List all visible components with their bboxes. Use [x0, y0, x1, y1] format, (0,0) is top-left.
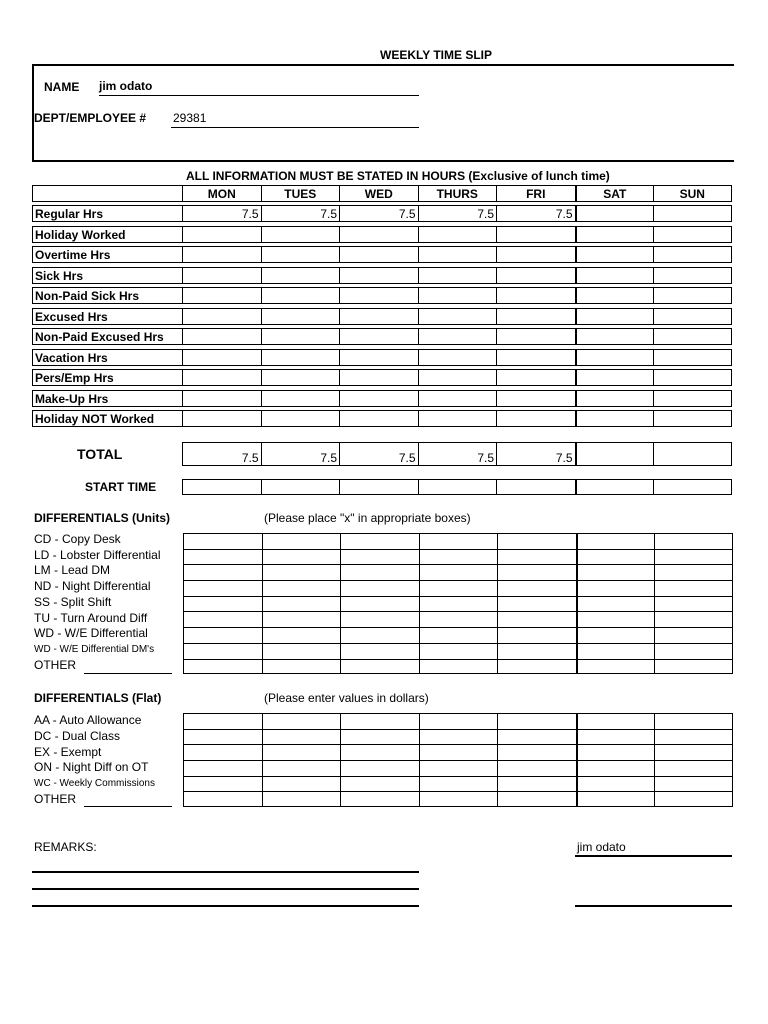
- total-cell[interactable]: 7.5: [261, 442, 340, 466]
- differential-label: LD - Lobster Differential: [34, 547, 161, 562]
- differential-label: OTHER: [34, 792, 76, 806]
- hours-cell[interactable]: [496, 267, 575, 284]
- hours-row: [32, 328, 733, 345]
- hours-row-label: Excused Hrs: [32, 308, 182, 325]
- differential-cell[interactable]: [183, 549, 262, 565]
- day-sun: SUN: [653, 185, 732, 202]
- differential-cell[interactable]: [419, 580, 498, 596]
- diff-flat-title: DIFFERENTIALS (Flat): [34, 691, 162, 705]
- start-time-cell[interactable]: [575, 479, 654, 495]
- differential-cell[interactable]: [183, 627, 262, 643]
- differential-cell[interactable]: [419, 627, 498, 643]
- dept-label: DEPT/EMPLOYEE #: [34, 111, 147, 125]
- differential-cell[interactable]: [654, 533, 733, 549]
- remarks-line[interactable]: [32, 888, 419, 890]
- differential-cell[interactable]: [576, 744, 655, 760]
- differential-row: [183, 596, 733, 612]
- differential-cell[interactable]: [497, 659, 576, 675]
- hours-cell[interactable]: [575, 328, 654, 345]
- differential-cell[interactable]: [654, 791, 733, 807]
- hours-row: [32, 349, 733, 366]
- differential-cell[interactable]: [576, 776, 655, 792]
- hours-cell[interactable]: [339, 349, 418, 366]
- hours-cell[interactable]: [182, 308, 261, 325]
- differential-cell[interactable]: [497, 611, 576, 627]
- differential-cell[interactable]: [340, 713, 419, 729]
- hours-cell[interactable]: [575, 205, 654, 222]
- hours-row: [32, 390, 733, 407]
- differential-label: LM - Lead DM: [34, 563, 111, 578]
- hours-row: [32, 410, 733, 427]
- day-wed: WED: [339, 185, 418, 202]
- day-header-row: [32, 185, 733, 202]
- start-time-cell[interactable]: [496, 479, 575, 495]
- start-time-row: [32, 479, 733, 495]
- differential-cell[interactable]: [497, 596, 576, 612]
- differential-row: [183, 533, 733, 549]
- hours-row-label: Sick Hrs: [32, 267, 182, 284]
- hours-cell[interactable]: [418, 390, 497, 407]
- hours-cell[interactable]: [182, 349, 261, 366]
- differential-cell[interactable]: [419, 643, 498, 659]
- differential-row: [183, 580, 733, 596]
- hours-cell[interactable]: [339, 226, 418, 243]
- hours-row-label: Overtime Hrs: [32, 246, 182, 263]
- hours-row: [32, 226, 733, 243]
- differential-label: WD - W/E Differential: [34, 626, 148, 641]
- hours-row: [32, 246, 733, 263]
- hours-row-label: Holiday Worked: [32, 226, 182, 243]
- differential-cell[interactable]: [576, 580, 655, 596]
- differential-cell[interactable]: [419, 791, 498, 807]
- differential-cell[interactable]: [419, 776, 498, 792]
- hours-cell[interactable]: [182, 287, 261, 304]
- differential-cell[interactable]: [654, 627, 733, 643]
- hours-cell[interactable]: [575, 267, 654, 284]
- hours-cell[interactable]: [653, 349, 732, 366]
- hours-cell[interactable]: [339, 308, 418, 325]
- start-time-cell[interactable]: [339, 479, 418, 495]
- differential-label: EX - Exempt: [34, 744, 102, 759]
- signature-value: jim odato: [577, 840, 626, 854]
- hours-cell[interactable]: [418, 369, 497, 386]
- differential-cell[interactable]: [654, 611, 733, 627]
- differential-row: [183, 791, 733, 807]
- differential-cell[interactable]: [183, 729, 262, 745]
- hours-cell[interactable]: [418, 287, 497, 304]
- day-thurs: THURS: [418, 185, 497, 202]
- day-fri: FRI: [496, 185, 575, 202]
- differential-cell[interactable]: [183, 760, 262, 776]
- hours-cell[interactable]: [261, 349, 340, 366]
- instructions: ALL INFORMATION MUST BE STATED IN HOURS (Exclusive of lunch time): [186, 169, 610, 183]
- hours-cell[interactable]: [182, 369, 261, 386]
- start-time-cell[interactable]: [418, 479, 497, 495]
- hours-cell[interactable]: [182, 390, 261, 407]
- differential-cell[interactable]: [183, 744, 262, 760]
- hours-cell[interactable]: [261, 246, 340, 263]
- differential-cell[interactable]: [183, 611, 262, 627]
- differential-cell[interactable]: [262, 713, 341, 729]
- hours-cell[interactable]: [653, 267, 732, 284]
- hours-cell[interactable]: [182, 267, 261, 284]
- differential-cell[interactable]: [340, 549, 419, 565]
- hours-cell[interactable]: 7.5: [182, 205, 261, 222]
- hours-cell[interactable]: [496, 246, 575, 263]
- total-cell[interactable]: 7.5: [496, 442, 575, 466]
- hours-cell[interactable]: [653, 308, 732, 325]
- hours-row-label: Non-Paid Sick Hrs: [32, 287, 182, 304]
- differential-row: [183, 549, 733, 565]
- differential-row: [183, 760, 733, 776]
- hours-cell[interactable]: [182, 226, 261, 243]
- hours-cell[interactable]: [653, 287, 732, 304]
- diff-units-note: (Please place "x" in appropriate boxes): [264, 511, 471, 525]
- differential-label: ND - Night Differential: [34, 579, 151, 594]
- hours-cell[interactable]: 7.5: [339, 205, 418, 222]
- differential-cell[interactable]: [497, 564, 576, 580]
- differential-cell[interactable]: [340, 627, 419, 643]
- total-label: TOTAL: [77, 446, 123, 462]
- hours-cell[interactable]: [418, 328, 497, 345]
- differential-label: TU - Turn Around Diff: [34, 610, 148, 625]
- hours-cell[interactable]: [261, 267, 340, 284]
- differential-cell[interactable]: [497, 744, 576, 760]
- hours-cell[interactable]: [418, 308, 497, 325]
- diff-flat-grid: [183, 713, 733, 807]
- day-tues: TUES: [261, 185, 340, 202]
- start-time-cell[interactable]: [182, 479, 261, 495]
- hours-row-label: Non-Paid Excused Hrs: [32, 328, 182, 345]
- differential-row: [183, 611, 733, 627]
- hours-cell[interactable]: [653, 328, 732, 345]
- differential-cell[interactable]: [576, 549, 655, 565]
- hours-cell[interactable]: [575, 246, 654, 263]
- differential-cell[interactable]: [419, 713, 498, 729]
- name-field[interactable]: [99, 79, 419, 96]
- differential-cell[interactable]: [183, 776, 262, 792]
- differential-cell[interactable]: [183, 533, 262, 549]
- total-cell[interactable]: [653, 442, 732, 466]
- hours-cell[interactable]: [575, 390, 654, 407]
- diff-units-title: DIFFERENTIALS (Units): [34, 511, 170, 525]
- hours-cell[interactable]: [339, 410, 418, 427]
- differential-cell[interactable]: [262, 744, 341, 760]
- hours-cell[interactable]: [496, 287, 575, 304]
- form-title: WEEKLY TIME SLIP: [380, 48, 493, 62]
- differential-cell[interactable]: [262, 580, 341, 596]
- hours-cell[interactable]: [261, 390, 340, 407]
- hours-cell[interactable]: [653, 226, 732, 243]
- differential-cell[interactable]: [262, 564, 341, 580]
- differential-cell[interactable]: [576, 729, 655, 745]
- differential-cell[interactable]: [262, 533, 341, 549]
- differential-cell[interactable]: [497, 549, 576, 565]
- hours-cell[interactable]: [418, 410, 497, 427]
- units-other-line[interactable]: [84, 673, 172, 674]
- hours-cell[interactable]: [418, 246, 497, 263]
- hours-cell[interactable]: [339, 369, 418, 386]
- differential-cell[interactable]: [262, 659, 341, 675]
- hours-cell[interactable]: [182, 410, 261, 427]
- name-value: jim odato: [99, 79, 153, 93]
- total-cell[interactable]: 7.5: [182, 442, 261, 466]
- differential-label: DC - Dual Class: [34, 728, 121, 743]
- diff-flat-note: (Please enter values in dollars): [264, 691, 429, 705]
- differential-cell[interactable]: [654, 659, 733, 675]
- hours-cell[interactable]: [339, 287, 418, 304]
- differential-cell[interactable]: [183, 659, 262, 675]
- hours-row: [32, 205, 733, 222]
- hours-cell[interactable]: [496, 226, 575, 243]
- hours-cell[interactable]: [653, 410, 732, 427]
- differential-cell[interactable]: [497, 627, 576, 643]
- hours-cell[interactable]: [575, 308, 654, 325]
- remarks-label: REMARKS:: [34, 840, 97, 854]
- hours-cell[interactable]: [496, 308, 575, 325]
- differential-cell[interactable]: [497, 776, 576, 792]
- day-sat: SAT: [575, 185, 654, 202]
- differential-cell[interactable]: [576, 627, 655, 643]
- differential-row: [183, 564, 733, 580]
- hours-cell[interactable]: [339, 246, 418, 263]
- differential-cell[interactable]: [340, 659, 419, 675]
- hours-cell[interactable]: 7.5: [496, 205, 575, 222]
- differential-cell[interactable]: [340, 533, 419, 549]
- differential-cell[interactable]: [419, 760, 498, 776]
- differential-cell[interactable]: [419, 564, 498, 580]
- hours-cell[interactable]: [496, 349, 575, 366]
- signature-line[interactable]: [575, 855, 732, 857]
- differential-cell[interactable]: [340, 611, 419, 627]
- differential-cell[interactable]: [183, 580, 262, 596]
- hours-row-label: Vacation Hrs: [32, 349, 182, 366]
- start-time-cell[interactable]: [653, 479, 732, 495]
- differential-cell[interactable]: [340, 744, 419, 760]
- differential-cell[interactable]: [497, 580, 576, 596]
- hours-row: [32, 267, 733, 284]
- hours-cell[interactable]: [418, 226, 497, 243]
- hours-cell[interactable]: [418, 267, 497, 284]
- hours-row-label: Holiday NOT Worked: [32, 410, 182, 427]
- hours-cell[interactable]: 7.5: [418, 205, 497, 222]
- remarks-line[interactable]: [32, 871, 419, 873]
- hours-cell[interactable]: [653, 246, 732, 263]
- differential-cell[interactable]: [576, 760, 655, 776]
- differential-cell[interactable]: [183, 564, 262, 580]
- hours-cell[interactable]: [496, 390, 575, 407]
- differential-cell[interactable]: [576, 596, 655, 612]
- hours-cell[interactable]: 7.5: [261, 205, 340, 222]
- hours-cell[interactable]: [653, 390, 732, 407]
- name-label: NAME: [44, 80, 80, 94]
- differential-row: [183, 744, 733, 760]
- total-cell[interactable]: 7.5: [418, 442, 497, 466]
- day-mon: MON: [182, 185, 261, 202]
- hours-cell[interactable]: [575, 410, 654, 427]
- differential-label: WC - Weekly Commissions: [34, 778, 155, 790]
- differential-cell[interactable]: [497, 791, 576, 807]
- hours-cell[interactable]: [261, 328, 340, 345]
- differential-cell[interactable]: [654, 776, 733, 792]
- differential-row: [183, 713, 733, 729]
- differential-cell[interactable]: [654, 564, 733, 580]
- differential-cell[interactable]: [654, 729, 733, 745]
- differential-cell[interactable]: [419, 729, 498, 745]
- differential-label: AA - Auto Allowance: [34, 713, 142, 727]
- differential-cell[interactable]: [497, 713, 576, 729]
- header-blank: [32, 185, 182, 202]
- hours-cell[interactable]: [496, 410, 575, 427]
- differential-row: [183, 776, 733, 792]
- total-row: [32, 442, 733, 466]
- differential-cell[interactable]: [576, 643, 655, 659]
- hours-cell[interactable]: [261, 369, 340, 386]
- differential-cell[interactable]: [654, 713, 733, 729]
- differential-cell[interactable]: [340, 776, 419, 792]
- hours-cell[interactable]: [575, 287, 654, 304]
- differential-cell[interactable]: [262, 627, 341, 643]
- differential-cell[interactable]: [576, 533, 655, 549]
- differential-cell[interactable]: [262, 760, 341, 776]
- total-cell[interactable]: [575, 442, 654, 466]
- differential-row: [183, 659, 733, 675]
- differential-cell[interactable]: [654, 549, 733, 565]
- differential-cell[interactable]: [262, 643, 341, 659]
- diff-units-grid: [183, 533, 733, 674]
- hours-cell[interactable]: [261, 287, 340, 304]
- differential-cell[interactable]: [183, 791, 262, 807]
- differential-cell[interactable]: [654, 760, 733, 776]
- differential-row: [183, 627, 733, 643]
- start-time-label: START TIME: [85, 480, 157, 494]
- hours-row: [32, 308, 733, 325]
- differential-cell[interactable]: [183, 643, 262, 659]
- differential-cell[interactable]: [654, 580, 733, 596]
- differential-cell[interactable]: [262, 549, 341, 565]
- total-cell[interactable]: 7.5: [339, 442, 418, 466]
- differential-cell[interactable]: [576, 564, 655, 580]
- differential-cell[interactable]: [183, 596, 262, 612]
- hours-cell[interactable]: [182, 246, 261, 263]
- dept-field[interactable]: [171, 111, 419, 128]
- hours-row: [32, 287, 733, 304]
- date-line[interactable]: [575, 905, 732, 907]
- remarks-line[interactable]: [32, 905, 419, 907]
- differential-cell[interactable]: [262, 776, 341, 792]
- differential-label: OTHER: [34, 657, 76, 672]
- differential-cell[interactable]: [262, 611, 341, 627]
- differential-cell[interactable]: [419, 744, 498, 760]
- hours-row-label: Make-Up Hrs: [32, 390, 182, 407]
- hours-cell[interactable]: [261, 226, 340, 243]
- hours-cell[interactable]: [182, 328, 261, 345]
- differential-cell[interactable]: [340, 760, 419, 776]
- hours-cell[interactable]: [496, 369, 575, 386]
- differential-cell[interactable]: [497, 533, 576, 549]
- differential-cell[interactable]: [340, 729, 419, 745]
- differential-cell[interactable]: [497, 729, 576, 745]
- hours-row-label: Pers/Emp Hrs: [32, 369, 182, 386]
- differential-cell[interactable]: [419, 659, 498, 675]
- differential-cell[interactable]: [340, 564, 419, 580]
- hours-cell[interactable]: [261, 308, 340, 325]
- differential-cell[interactable]: [419, 611, 498, 627]
- hours-cell[interactable]: [653, 369, 732, 386]
- hours-cell[interactable]: [418, 349, 497, 366]
- differential-label: SS - Split Shift: [34, 594, 112, 609]
- hours-cell[interactable]: [496, 328, 575, 345]
- differential-cell[interactable]: [419, 596, 498, 612]
- hours-row: [32, 369, 733, 386]
- differential-label: CD - Copy Desk: [34, 532, 121, 546]
- differential-cell[interactable]: [340, 580, 419, 596]
- hours-row-label: Regular Hrs: [32, 205, 182, 222]
- hours-cell[interactable]: [575, 349, 654, 366]
- differential-label: ON - Night Diff on OT: [34, 760, 149, 775]
- hours-cell[interactable]: [575, 226, 654, 243]
- differential-row: [183, 729, 733, 745]
- hours-cell[interactable]: [339, 390, 418, 407]
- differential-cell[interactable]: [419, 533, 498, 549]
- hours-cell[interactable]: [339, 328, 418, 345]
- differential-cell[interactable]: [419, 549, 498, 565]
- differential-cell[interactable]: [576, 659, 655, 675]
- differential-cell[interactable]: [497, 643, 576, 659]
- hours-cell[interactable]: [261, 410, 340, 427]
- differential-label: WD - W/E Differential DM's: [34, 643, 155, 655]
- differential-cell[interactable]: [262, 729, 341, 745]
- differential-row: [183, 643, 733, 659]
- differential-cell[interactable]: [262, 596, 341, 612]
- dept-value: 29381: [173, 111, 207, 125]
- differential-cell[interactable]: [654, 596, 733, 612]
- differential-cell[interactable]: [340, 596, 419, 612]
- hours-cell[interactable]: [653, 205, 732, 222]
- differential-cell[interactable]: [340, 791, 419, 807]
- differential-cell[interactable]: [340, 643, 419, 659]
- flat-other-line[interactable]: [84, 806, 172, 807]
- hours-cell[interactable]: [575, 369, 654, 386]
- differential-cell[interactable]: [183, 713, 262, 729]
- hours-cell[interactable]: [339, 267, 418, 284]
- differential-cell[interactable]: [654, 744, 733, 760]
- differential-cell[interactable]: [576, 611, 655, 627]
- differential-cell[interactable]: [654, 643, 733, 659]
- differential-cell[interactable]: [497, 760, 576, 776]
- differential-cell[interactable]: [576, 713, 655, 729]
- start-time-cell[interactable]: [261, 479, 340, 495]
- differential-cell[interactable]: [262, 791, 341, 807]
- differential-cell[interactable]: [576, 791, 655, 807]
